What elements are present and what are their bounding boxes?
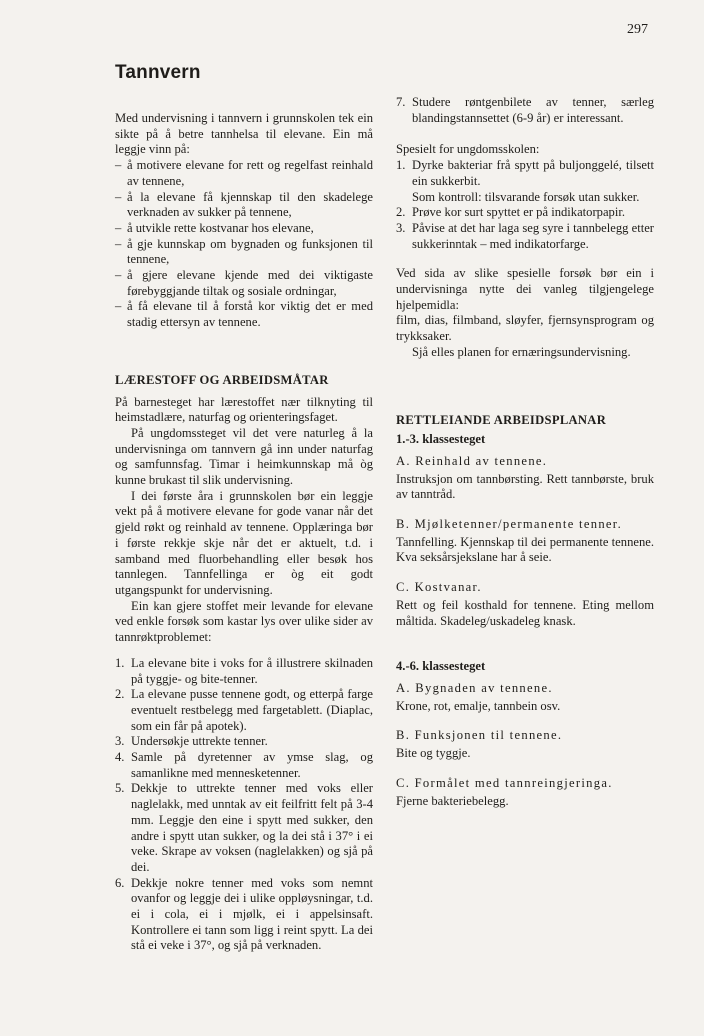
item-number: 5.: [115, 781, 125, 796]
experiment-list: [115, 656, 373, 954]
plan-item-text: Fjerne bakteriebelegg.: [396, 793, 509, 808]
left-column: [115, 111, 373, 954]
item-number: 1.: [396, 158, 406, 173]
experiment-item: [115, 687, 373, 734]
goal-item: – å få elevane til å forstå kor viktig det er med stadig ettersyn av tennene.: [115, 299, 373, 330]
ungdom-item: [396, 205, 654, 221]
item-text: Dyrke bakteriar frå spytt på buljonggelé, tilsett ein sukkerbit.: [412, 158, 654, 188]
subheading-steg2: 4.-6. klassesteget: [396, 659, 486, 674]
item-number: 6.: [115, 875, 125, 890]
item-extra: Som kontroll: tilsvarande forsøk utan sukker.: [412, 189, 640, 204]
paragraph: I dei første åra i grunnskolen bør ein leggje vekt på å motivere elevane for gode vanar når det gjeld røkt og reinhald av tennene. Opplæringa bør i første rekkje skje når det er aktuelt, t.d. i samband med fluorbehandling eller besøk hos tannlegen. Tannfellinga er òg eit godt utgangspunkt for undervisning.: [115, 488, 373, 597]
item-number: 3.: [396, 220, 406, 235]
paragraph: Sjå elles planen for ernæringsundervisning.: [412, 344, 631, 359]
item-number: 4.: [115, 750, 125, 765]
subheading-steg1: 1.-3. klassesteget: [396, 432, 486, 447]
item-text: Dekkje to uttrekte tenner med voks eller naglelakk, med unntak av eit feilfritt felt på 3-4 mm. Leggje den eine i spytt med sukker, den andre i spytt utan sukker, og la dei stå i 37° i ei veke. Skrape av voksen (naglelakken) og sjå på dei.: [131, 781, 373, 874]
goal-item: – å utvikle rette kostvanar hos elevane,: [115, 221, 373, 237]
experiment-list-continued: [396, 95, 654, 126]
item-number: 2.: [396, 205, 406, 220]
intro-paragraph: Med undervisning i tannvern i grunnskolen tek ein sikte på å betre tannhelsa til elevane. Ein må leggje vinn på:: [115, 111, 373, 157]
ungdom-item: [396, 221, 654, 252]
item-text: Samle på dyretenner av ymse slag, og samanlikne med mennesketenner.: [131, 750, 373, 780]
plan-item-title: C. Formålet med tannreingjeringa.: [396, 775, 613, 790]
paragraph: På barnesteget har lærestoffet nær tilknyting til heimstadlære, naturfag og orienteringsfaget.: [115, 394, 373, 425]
page-number: 297: [627, 22, 648, 37]
plan-item-text: Tannfelling. Kjennskap til dei permanente tennene. Kva seksårsjekslane har å seie.: [396, 534, 654, 565]
goal-list: [115, 158, 373, 331]
item-text: Prøve kor surt spyttet er på indikatorpapir.: [412, 205, 625, 220]
ungdom-item: [396, 158, 654, 205]
right-column: [396, 95, 654, 809]
subheading-ungdomsskolen: Spesielt for ungdomsskolen:: [396, 142, 540, 157]
experiment-item: [115, 656, 373, 687]
plan-item-title: A. Reinhald av tennene.: [396, 453, 548, 468]
plan-item-title: B. Mjølketenner/permanente tenner.: [396, 517, 623, 532]
experiment-item: [115, 750, 373, 781]
item-text: Påvise at det har laga seg syre i tannbelegg etter sukkerinntak – med indikatorfarge.: [412, 220, 654, 251]
paragraph: På ungdomssteget vil det vere naturleg å la undervisninga om tannvern gå inn under naturfag og samfunnsfag. Timar i heimkunnskap må òg kunne brukast til slik undervisning.: [115, 425, 373, 488]
goal-item: – å la elevane få kjennskap til den skadelege verknaden av sukker på tennene,: [115, 190, 373, 221]
ungdom-list: [396, 158, 654, 252]
paragraph: Ein kan gjere stoffet meir levande for elevane ved enkle forsøk som kastar lys over ulike sider av tannrøktproblemet:: [115, 598, 373, 645]
plan-item-title: A. Bygnaden av tennene.: [396, 680, 553, 695]
goal-item: – å motivere elevane for rett og regelfast reinhald av tennene,: [115, 158, 373, 189]
page-title: Tannvern: [115, 62, 201, 83]
experiment-item: [396, 95, 654, 126]
item-number: 7.: [396, 95, 406, 109]
plan-item-text: Instruksjon om tannbørsting. Rett tannbørste, bruk av tanntråd.: [396, 471, 654, 502]
item-text: La elevane pusse tennene godt, og etterpå farge eventuelt restbelegg med fargetablett. (Diaplac, som ein får på apotek).: [131, 687, 373, 733]
plan-item-text: Krone, rot, emalje, tannbein osv.: [396, 698, 561, 713]
section-heading-plan: RETTLEIANDE ARBEIDSPLANAR: [396, 412, 607, 427]
item-number: 3.: [115, 734, 125, 749]
goal-item: – å gje kunnskap om bygnaden og funksjonen til tennene,: [115, 237, 373, 268]
paragraph: film, dias, filmband, sløyfer, fjernsynsprogram og trykksaker.: [396, 313, 654, 344]
item-text: Studere røntgenbilete av tenner, særleg blandingstannsettet (6-9 år) er interessant.: [412, 95, 654, 125]
paragraph: Ved sida av slike spesielle forsøk bør ein i undervisninga nytte dei vanleg tilgjengelege hjelpemidla:: [396, 266, 654, 312]
item-text: Dekkje nokre tenner med voks som nemnt ovanfor og leggje dei i ulike oppløysningar, t.d. ei i cola, ei i mjølk, ei i appelsinsaft. Kontrollere ei tann som ligg i reint spytt. La dei stå ei veke i 37°, og sjå på verknaden.: [131, 875, 373, 953]
item-text: La elevane bite i voks for å illustrere skilnaden på tyggje- og bite-tenner.: [131, 655, 373, 686]
goal-item: – å gjere elevane kjende med dei viktigaste førebyggjande tiltak og sosiale ordningar,: [115, 268, 373, 299]
item-number: 1.: [115, 655, 125, 670]
experiment-item: [115, 734, 373, 750]
plan-item-title: B. Funksjonen til tennene.: [396, 728, 563, 743]
experiment-item: [115, 876, 373, 955]
item-text: Undersøkje uttrekte tenner.: [131, 734, 268, 749]
plan-item-text: Rett og feil kosthald for tennene. Eting mellom måltida. Skadeleg/uskadeleg knask.: [396, 597, 654, 628]
experiment-item: [115, 781, 373, 875]
item-number: 2.: [115, 687, 125, 702]
section-heading-laerestoff: LÆRESTOFF OG ARBEIDSMÅTAR: [115, 372, 329, 387]
plan-item-text: Bite og tyggje.: [396, 746, 471, 761]
plan-item-title: C. Kostvanar.: [396, 580, 482, 595]
